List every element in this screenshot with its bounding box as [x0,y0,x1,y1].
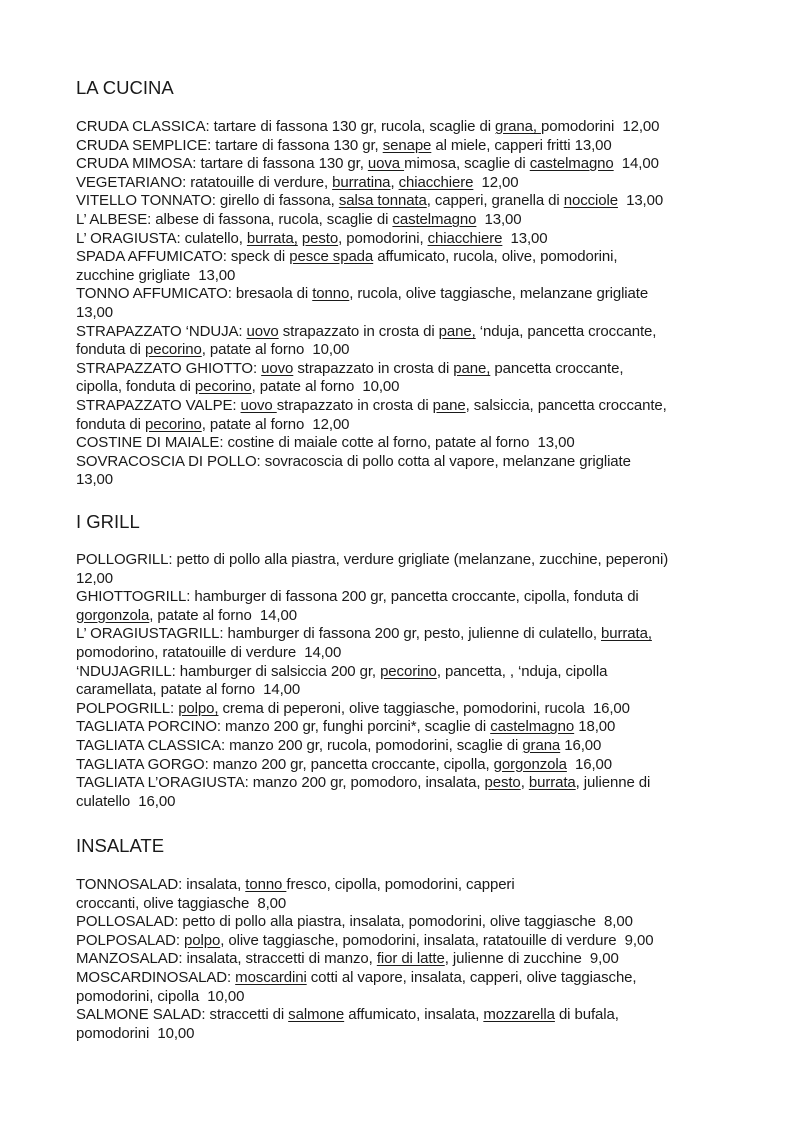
line-text: GHIOTTOGRILL: hamburger di fassona 200 gr, pancetta croccante, cipolla, fonduta di [76,588,639,606]
line-text: pomodorini 10,00 [76,1024,195,1042]
menu-line [76,737,776,756]
line-text: crema di peperoni, olive taggiasche, pomodorini, rucola 16,00 [218,699,630,717]
line-text: STRAPAZZATO VALPE: [76,396,241,414]
line-text: TONNOSALAD: insalata, [76,876,246,893]
menu-line [76,378,776,397]
line-text: TAGLIATA PORCINO: manzo 200 gr, funghi porcini*, scaglie di [76,718,491,736]
menu-line [76,793,776,812]
line-text: , [520,774,529,792]
menu-line [76,118,776,137]
line-text: COSTINE DI MAIALE: costine di maiale cotte al forno, patate al forno 13,00 [76,434,575,452]
line-text: , salsiccia, pancetta croccante, [465,396,667,414]
menu-line [76,988,776,1007]
underlined-term: tonno [245,876,287,893]
line-text: POLLOGRILL: petto di pollo alla piastra, verdure grigliate (melanzane, zucchine, peperoni) [76,551,669,568]
menu-line [76,607,776,626]
underlined-term: burrata, [601,625,652,643]
line-text: SALMONE SALAD: straccetti di [76,1006,289,1024]
line-text: , patate al forno 12,00 [201,415,350,433]
underlined-term: burrata [528,774,576,792]
menu-line [76,434,776,453]
line-text: mimosa, scaglie di [404,155,530,173]
menu-line [76,471,776,490]
line-text: , patate al forno 14,00 [149,606,297,624]
menu-line [76,876,776,895]
menu-line [76,285,776,304]
line-text: 16,00 [566,755,613,773]
underlined-term: gorgonzola [493,755,567,773]
section-items-insalate [76,876,776,1043]
line-text: fonduta di [76,415,145,433]
menu-line [76,248,776,267]
line-text: strapazzato in crosta di [278,322,439,340]
line-text: 12,00 [473,173,519,191]
underlined-term: castelmagno [490,718,575,736]
line-text: croccanti, olive taggiasche 8,00 [76,894,287,912]
menu-line [76,230,776,249]
menu-line [76,969,776,988]
underlined-term: mozzarella [483,1006,555,1024]
underlined-term: pane, [438,322,476,340]
menu-line [76,397,776,416]
underlined-term: uovo [240,396,277,414]
underlined-term: moscardini [235,968,307,986]
underlined-term: nocciole [563,192,618,210]
line-text: STRAPAZZATO ‘NDUJA: [76,322,247,340]
menu-line [76,644,776,663]
line-text: al miele, capperi fritti 13,00 [431,136,612,154]
menu-line [76,341,776,360]
line-text: MANZOSALAD: insalata, straccetti di manzo, [76,950,377,968]
line-text: L’ ORAGIUSTA: culatello, [76,229,247,247]
underlined-term: uova [367,155,405,173]
menu-line [76,453,776,472]
underlined-term: pesce spada [289,248,374,266]
line-text: fonduta di [76,341,145,359]
menu-line [76,718,776,737]
line-text: 13,00 [617,192,664,210]
underlined-term: polpo, [178,699,219,717]
line-text: L’ ALBESE: albese di fassona, rucola, scaglie di [76,210,393,228]
underlined-term: senape [382,136,432,154]
line-text: affumicato, insalata, [344,1006,484,1024]
underlined-term: pecorino [144,341,202,359]
underlined-term: polpo [184,931,221,949]
underlined-term: burrata, [246,229,298,247]
line-text: , rucola, olive taggiasche, melanzane grigliate [349,285,649,303]
line-text: , pancetta, , ‘nduja, cipolla [436,662,608,680]
line-text: pomodorini, cipolla 10,00 [76,987,245,1005]
line-text: 14,00 [613,155,659,173]
underlined-term: castelmagno [392,210,477,228]
menu-line [76,588,776,607]
underlined-term: tonno [312,285,350,303]
menu-line [76,267,776,286]
underlined-term: castelmagno [529,155,614,173]
underlined-term: pecorino [194,378,252,396]
menu-line [76,950,776,969]
underlined-term: chiacchiere [398,173,474,191]
menu-line [76,360,776,379]
line-text: 13,00 [76,303,114,321]
line-text: 13,00 [502,229,548,247]
underlined-term: fior di latte [376,950,445,968]
line-text: POLPOSALAD: [76,931,185,949]
line-text: culatello 16,00 [76,792,176,810]
underlined-term: pane, [453,359,491,377]
line-text: 13,00 [476,210,522,228]
line-text: 13,00 [76,471,114,489]
line-text: 16,00 [560,736,602,754]
line-text: caramellata, patate al forno 14,00 [76,681,301,699]
menu-line [76,663,776,682]
line-text: L’ ORAGIUSTAGRILL: hamburger di fassona 200 gr, pesto, julienne di culatello, [76,625,601,643]
underlined-term: gorgonzola [76,606,150,624]
menu-line [76,192,776,211]
underlined-term: salsa tonnata [338,192,427,210]
line-text: affumicato, rucola, olive, pomodorini, [373,248,618,266]
line-text: CRUDA MIMOSA: tartare di fassona 130 gr, [76,155,368,173]
underlined-term: burratina [332,173,391,191]
menu-line [76,700,776,719]
line-text: pancetta croccante, [490,359,624,377]
line-text: di bufala, [554,1006,619,1024]
line-text: , olive taggiasche, pomodorini, insalata, ratatouille di verdure 9,00 [220,931,654,949]
menu-line [76,1025,776,1044]
line-text: , pomodorini, [338,229,428,247]
underlined-term: grana, [495,118,542,135]
line-text: POLPOGRILL: [76,699,179,717]
line-text: zucchine grigliate 13,00 [76,266,236,284]
section-title-insalate: INSALATE [76,835,165,856]
menu-line [76,756,776,775]
underlined-term: pecorino [380,662,437,680]
line-text: cipolla, fonduta di [76,378,195,396]
line-text: , patate al forno 10,00 [251,378,400,396]
line-text: TAGLIATA GORGO: manzo 200 gr, pancetta croccante, cipolla, [76,755,494,773]
underlined-term: chiacchiere [427,229,503,247]
line-text: TAGLIATA CLASSICA: manzo 200 gr, rucola, pomodorini, scaglie di [76,736,523,754]
menu-line [76,137,776,156]
menu-line [76,155,776,174]
menu-line [76,625,776,644]
line-text: STRAPAZZATO GHIOTTO: [76,359,262,377]
line-text: SPADA AFFUMICATO: speck di [76,248,290,266]
underlined-term: grana [522,736,561,754]
line-text: , capperi, granella di [426,192,564,210]
underlined-term: pecorino [144,415,202,433]
menu-line [76,570,776,589]
line-text: , [390,173,399,191]
section-title-i-grill: I GRILL [76,511,140,532]
underlined-term: salmone [288,1006,345,1024]
menu-line [76,774,776,793]
line-text: , patate al forno 10,00 [201,341,350,359]
menu-line [76,913,776,932]
line-text: CRUDA SEMPLICE: tartare di fassona 130 gr, [76,136,383,154]
line-text: 12,00 [76,569,114,587]
menu-line [76,304,776,323]
line-text: VITELLO TONNATO: girello di fassona, [76,192,339,210]
menu-line [76,895,776,914]
underlined-term: pesto [484,774,521,792]
line-text: ‘NDUJAGRILL: hamburger di salsiccia 200 gr, [76,662,381,680]
underlined-term: uovo [246,322,279,340]
line-text: TONNO AFFUMICATO: bresaola di [76,285,313,303]
underlined-term: uovo [261,359,294,377]
line-text: MOSCARDINOSALAD: [76,968,236,986]
line-text: cotti al vapore, insalata, capperi, olive taggiasche, [306,968,637,986]
menu-line [76,416,776,435]
underlined-term: pane [432,396,466,414]
line-text: pomodorini 12,00 [541,118,660,135]
line-text: VEGETARIANO: ratatouille di verdure, [76,173,333,191]
line-text: strapazzato in crosta di [293,359,454,377]
line-text: strapazzato in crosta di [276,396,433,414]
menu-line [76,551,776,570]
menu-line [76,211,776,230]
line-text: , julienne di zucchine 9,00 [444,950,619,968]
section-items-i-grill [76,551,776,811]
line-text: ‘nduja, pancetta croccante, [475,322,657,340]
menu-line [76,323,776,342]
menu-line [76,1006,776,1025]
line-text: 18,00 [574,718,616,736]
menu-line [76,681,776,700]
line-text: TAGLIATA L’ORAGIUSTA: manzo 200 gr, pomodoro, insalata, [76,774,485,792]
menu-line [76,932,776,951]
line-text: CRUDA CLASSICA: tartare di fassona 130 gr, rucola, scaglie di [76,118,496,135]
line-text: pomodorino, ratatouille di verdure 14,00 [76,643,342,661]
section-title-la-cucina: LA CUCINA [76,77,174,98]
underlined-term: pesto [301,229,339,247]
line-text: POLLOSALAD: petto di pollo alla piastra, insalata, pomodorini, olive taggiasche 8,00 [76,913,633,931]
line-text: , julienne di [575,774,651,792]
line-text: fresco, cipolla, pomodorini, capperi [286,876,515,893]
menu-line [76,174,776,193]
line-text: SOVRACOSCIA DI POLLO: sovracoscia di pollo cotta al vapore, melanzane grigliate [76,452,631,470]
section-items-la-cucina [76,118,776,490]
